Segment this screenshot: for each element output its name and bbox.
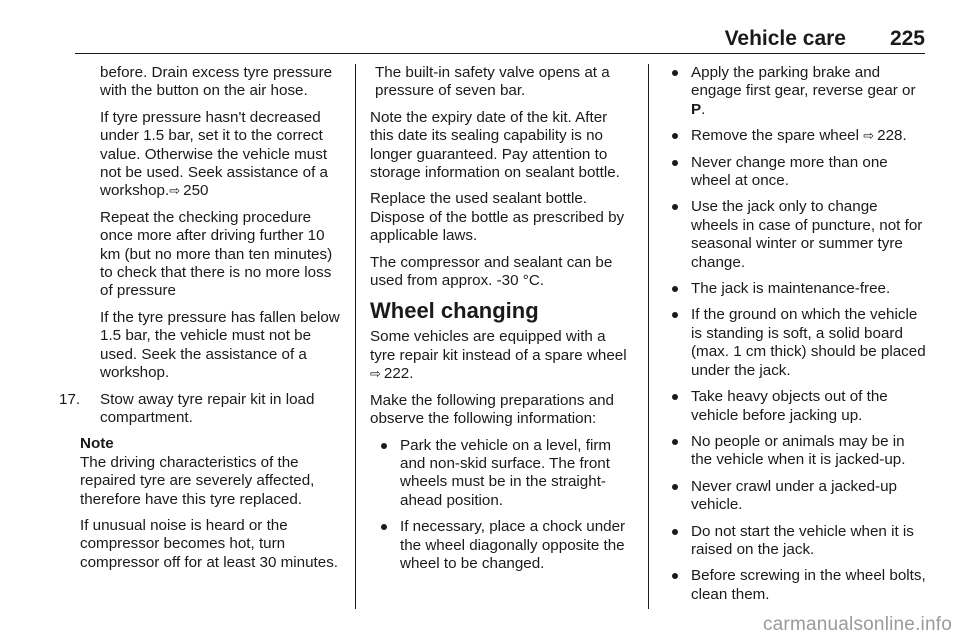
list-item: Never change more than one wheel at once. (665, 154, 927, 191)
paragraph-text: Some vehicles are equipped with a tyre repair kit instead of a spare wheel (370, 328, 627, 364)
list-item: Take heavy objects out of the vehicle before jacking up. (665, 388, 927, 425)
section-heading: Wheel changing (370, 298, 539, 324)
list-item-text: Remove the spare wheel (691, 127, 859, 145)
page-number: 225 (889, 27, 925, 50)
list-item-end: . (701, 100, 706, 118)
paragraph: The built-in safety valve opens at a pressure of seven bar. (375, 64, 610, 100)
list-item: If the ground on which the vehicle is standing is soft, a solid board (max. 1 cm thick) should be placed under the jack. (665, 306, 927, 380)
paragraph-text: If tyre pressure hasn't decreased under 1.5 bar, set it to the correct value. Otherwise the vehicle must not be used. Seek assistance of a workshop. (100, 108, 328, 200)
cross-reference-link[interactable] (370, 365, 413, 382)
step-text: Stow away tyre repair kit in load compartment. (100, 390, 315, 426)
page-header (0, 26, 960, 54)
paragraph: Repeat the checking procedure once more after driving further 10 km (but no more than ten minutes) to check that there is no more loss of pressure (100, 208, 333, 300)
cross-reference-page: 228. (877, 127, 907, 145)
paragraph: Replace the used sealant bottle. Dispose of the bottle as prescribed by applicable laws. (370, 190, 625, 245)
cross-reference-page: 250 (183, 182, 209, 200)
list-item: Never crawl under a jacked-up vehicle. (665, 478, 927, 515)
note-block (80, 435, 347, 509)
list-item: Do not start the vehicle when it is raised on the jack. (665, 523, 927, 560)
cross-reference-arrow-icon: ⇨ (863, 128, 875, 144)
list-item: No people or animals may be in the vehicle when it is jacked-up. (665, 433, 927, 470)
column-3 (665, 64, 927, 612)
list-item: The jack is maintenance-free. (665, 280, 927, 298)
bullet-list (370, 437, 634, 574)
paragraph: If unusual noise is heard or the compressor becomes hot, turn compressor off for at least 30 minutes. (80, 516, 339, 571)
column-divider-2 (648, 64, 649, 609)
cross-reference-link[interactable] (169, 182, 208, 199)
step-number: 17. (59, 390, 81, 408)
paragraph (370, 328, 634, 383)
cross-reference-page: 222. (383, 365, 414, 383)
paragraph: Note the expiry date of the kit. After this date its sealing capability is no longer guaranteed. Pay attention to storage information on sealant bottle. (370, 108, 620, 182)
note-text: The driving characteristics of the repaired tyre are severely affected, therefore have this tyre replaced. (80, 453, 315, 508)
paragraph: before. Drain excess tyre pressure with the button on the air hose. (100, 64, 333, 100)
list-item: Use the jack only to change wheels in case of puncture, not for seasonal winter or summer tyre change. (665, 198, 927, 272)
column-2 (370, 64, 634, 581)
header-rule (75, 53, 925, 54)
list-item-text: Apply the parking brake and engage first gear, reverse gear or (691, 64, 916, 100)
column-1 (59, 64, 347, 580)
paragraph: The compressor and sealant can be used from approx. -30 °C. (370, 253, 613, 290)
paragraph: Make the following preparations and observe the following information: (370, 391, 614, 428)
list-item: Before screwing in the wheel bolts, clean them. (665, 567, 927, 604)
list-item (665, 127, 927, 145)
list-item (665, 64, 927, 119)
section-header-title: Vehicle care (724, 27, 846, 50)
column-divider-1 (355, 64, 356, 609)
bullet-list (665, 64, 927, 604)
step-17 (59, 390, 347, 428)
list-item: Park the vehicle on a level, firm and non-skid surface. The front wheels must be in the straight-ahead position. (370, 437, 634, 511)
paragraph: If the tyre pressure has fallen below 1.5 bar, the vehicle must not be used. Seek the assistance of a workshop. (100, 308, 340, 382)
cross-reference-link[interactable] (863, 127, 906, 144)
cross-reference-arrow-icon: ⇨ (370, 366, 381, 382)
watermark: carmanualsonline.info (762, 614, 952, 635)
list-item: If necessary, place a chock under the wheel diagonally opposite the wheel to be changed. (370, 518, 634, 573)
cross-reference-arrow-icon: ⇨ (169, 183, 181, 199)
paragraph (100, 109, 347, 201)
note-label: Note (80, 435, 114, 453)
gear-position-label: P (691, 100, 702, 118)
